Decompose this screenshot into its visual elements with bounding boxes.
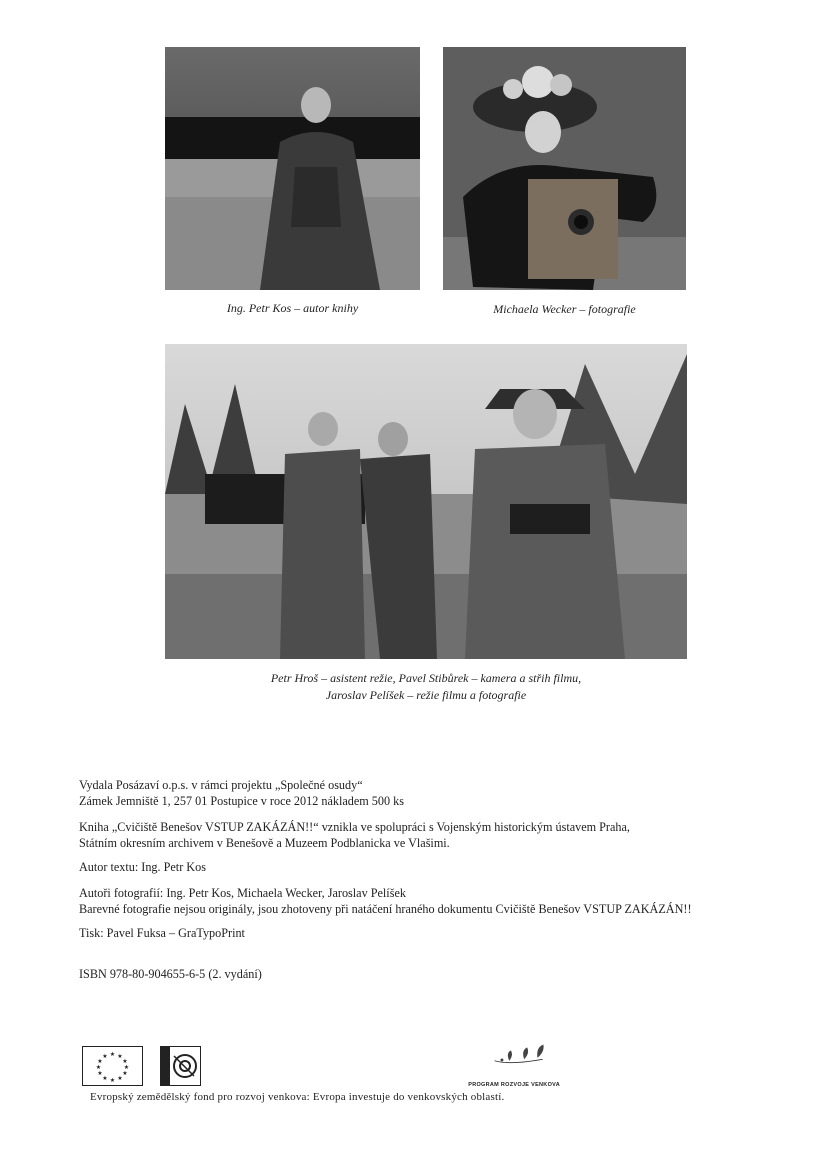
photo-authors: Autoři fotografií: Ing. Petr Kos, Michaela Wecker, Jaroslav Pelíšek (79, 886, 406, 900)
photo-crew (165, 344, 687, 659)
photo-note: Barevné fotografie nejsou originály, jsou zhotoveny při natáčení hraného dokumentu Cvičiště Benešov VSTUP ZAKÁZÁN!! (79, 902, 692, 916)
svg-text:★: ★ (123, 1064, 130, 1071)
svg-text:★: ★ (117, 1053, 123, 1060)
svg-text:★: ★ (95, 1064, 102, 1071)
svg-text:★: ★ (122, 1058, 128, 1065)
svg-text:★: ★ (122, 1070, 128, 1077)
print-info: Tisk: Pavel Fuksa – GraTypoPrint (79, 926, 245, 940)
book-line1: Kniha „Cvičiště Benešov VSTUP ZAKÁZÁN!!“ vznikla ve spolupráci s Vojenským historickým ústavem Praha, (79, 820, 630, 834)
leader-emblem-icon (160, 1046, 201, 1086)
caption-photographer: Michaela Wecker – fotografie (493, 302, 636, 316)
svg-text:★: ★ (97, 1058, 103, 1065)
svg-text:★: ★ (117, 1075, 123, 1082)
leader-logo (160, 1046, 201, 1086)
caption-author: Ing. Petr Kos – autor knihy (226, 301, 359, 315)
imprint-text-author (79, 859, 799, 875)
eu-stars-icon (82, 1046, 143, 1086)
photo-photographer (443, 47, 686, 290)
imprint-isbn (79, 966, 799, 982)
imprint-photos (79, 885, 799, 917)
sprout-icon (450, 1043, 565, 1077)
svg-text:★: ★ (109, 1077, 116, 1084)
rural-development-logo (450, 1043, 565, 1089)
eu-flag-logo (82, 1046, 143, 1086)
publisher-line2: Zámek Jemniště 1, 257 01 Postupice v roce 2012 nákladem 500 ks (79, 794, 404, 808)
svg-text:★: ★ (109, 1051, 116, 1058)
imprint-book (79, 819, 799, 851)
caption-crew-line1: Petr Hroš – asistent režie, Pavel Stibůrek – kamera a střih filmu, (270, 671, 582, 685)
text-author: Autor textu: Ing. Petr Kos (79, 860, 206, 874)
footer-text: Evropský zemědělský fond pro rozvoj venkova: Evropa investuje do venkovských oblastí. (90, 1091, 505, 1103)
svg-text:★: ★ (97, 1070, 103, 1077)
svg-text:★: ★ (102, 1053, 108, 1060)
photo-author-image (165, 47, 420, 290)
photo-photographer-image (443, 47, 686, 290)
photo-author (165, 47, 420, 290)
imprint-print (79, 925, 799, 941)
photo-crew-image (165, 344, 687, 659)
publisher-line1: Vydala Posázaví o.p.s. v rámci projektu „Společné osudy“ (79, 778, 363, 792)
isbn: ISBN 978-80-904655-6-5 (2. vydání) (79, 967, 262, 981)
svg-text:★: ★ (102, 1075, 108, 1082)
book-line2: Státním okresním archivem v Benešově a Muzeem Podblanicka ve Vlašimi. (79, 836, 450, 850)
imprint-publisher (79, 777, 799, 809)
program-label: PROGRAM ROZVOJE VENKOVA (468, 1082, 560, 1088)
caption-crew-line2: Jaroslav Pelíšek – režie filmu a fotografie (325, 688, 527, 702)
